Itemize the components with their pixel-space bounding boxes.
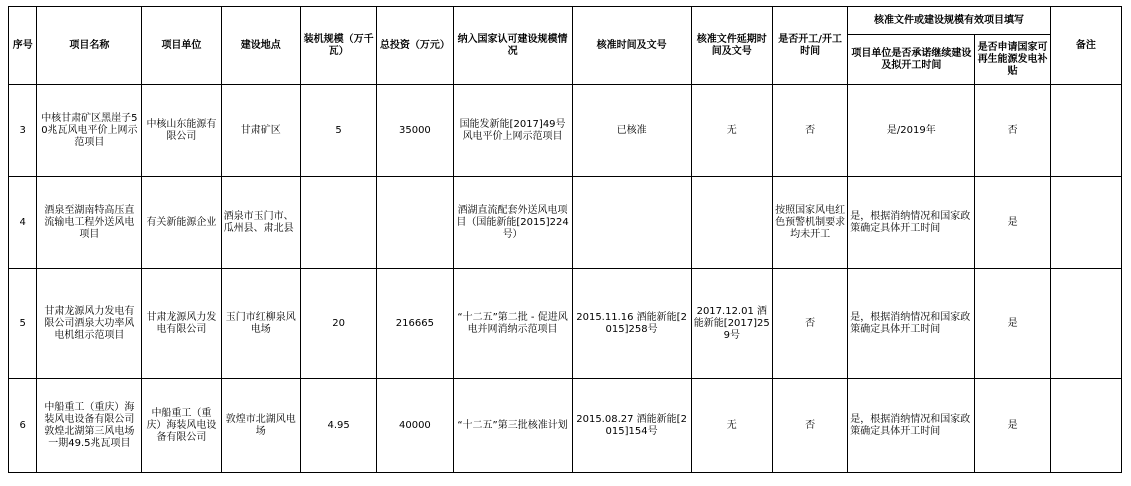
cell-seq: 6 bbox=[9, 379, 37, 473]
header-approval: 核准时间及文号 bbox=[572, 7, 691, 85]
header-valid-group: 核准文件或建设规模有效项目填写 bbox=[848, 7, 1050, 35]
cell-project-name: 甘肃龙源风力发电有限公司酒泉大功率风电机组示范项目 bbox=[37, 269, 142, 379]
cell-investment: 216665 bbox=[377, 269, 453, 379]
table-row bbox=[9, 379, 1122, 473]
header-started: 是否开工/开工时间 bbox=[772, 7, 847, 85]
cell-unit: 甘肃龙源风力发电有限公司 bbox=[142, 269, 221, 379]
cell-unit: 有关新能源企业 bbox=[142, 177, 221, 269]
cell-investment: 40000 bbox=[377, 379, 453, 473]
cell-continue-build: 是/2019年 bbox=[848, 85, 975, 177]
header-investment: 总投资（万元） bbox=[377, 7, 453, 85]
cell-seq: 5 bbox=[9, 269, 37, 379]
cell-location: 甘肃矿区 bbox=[221, 85, 300, 177]
cell-project-name: 中核甘肃矿区黑崖子50兆瓦风电平价上网示范项目 bbox=[37, 85, 142, 177]
header-remark: 备注 bbox=[1050, 7, 1121, 85]
cell-continue-build: 是，根据消纳情况和国家政策确定具体开工时间 bbox=[848, 379, 975, 473]
cell-remark bbox=[1050, 269, 1121, 379]
cell-subsidy: 是 bbox=[975, 379, 1050, 473]
cell-remark bbox=[1050, 177, 1121, 269]
header-project-name: 项目名称 bbox=[37, 7, 142, 85]
cell-remark bbox=[1050, 85, 1121, 177]
header-location: 建设地点 bbox=[221, 7, 300, 85]
cell-unit: 中核山东能源有限公司 bbox=[142, 85, 221, 177]
cell-seq: 4 bbox=[9, 177, 37, 269]
header-unit: 项目单位 bbox=[142, 7, 221, 85]
cell-project-name: 酒泉至湖南特高压直流输电工程外送风电项目 bbox=[37, 177, 142, 269]
cell-subsidy: 是 bbox=[975, 269, 1050, 379]
cell-started: 否 bbox=[772, 85, 847, 177]
cell-capacity: 5 bbox=[300, 85, 376, 177]
cell-location: 玉门市红柳泉风电场 bbox=[221, 269, 300, 379]
cell-subsidy: 否 bbox=[975, 85, 1050, 177]
cell-capacity: 4.95 bbox=[300, 379, 376, 473]
cell-started: 否 bbox=[772, 269, 847, 379]
project-table bbox=[8, 6, 1122, 473]
cell-investment bbox=[377, 177, 453, 269]
cell-started: 否 bbox=[772, 379, 847, 473]
cell-approval bbox=[572, 177, 691, 269]
header-row-1 bbox=[9, 7, 1122, 35]
cell-location: 敦煌市北湖风电场 bbox=[221, 379, 300, 473]
cell-started: 按照国家风电红色预警机制要求均未开工 bbox=[772, 177, 847, 269]
cell-location: 酒泉市玉门市、瓜州县、肃北县 bbox=[221, 177, 300, 269]
cell-approval: 已核准 bbox=[572, 85, 691, 177]
cell-approval: 2015.11.16 酒能新能[2015]258号 bbox=[572, 269, 691, 379]
cell-remark bbox=[1050, 379, 1121, 473]
cell-extension: 无 bbox=[691, 379, 772, 473]
cell-investment: 35000 bbox=[377, 85, 453, 177]
cell-capacity bbox=[300, 177, 376, 269]
cell-project-name: 中船重工（重庆）海装风电设备有限公司敦煌北湖第三风电场一期49.5兆瓦项目 bbox=[37, 379, 142, 473]
cell-unit: 中船重工（重庆）海装风电设备有限公司 bbox=[142, 379, 221, 473]
cell-continue-build: 是，根据消纳情况和国家政策确定具体开工时间 bbox=[848, 177, 975, 269]
cell-approval: 2015.08.27 酒能新能[2015]154号 bbox=[572, 379, 691, 473]
cell-included-scale: “十二五”第二批 - 促进风电并网消纳示范项目 bbox=[453, 269, 572, 379]
table-row bbox=[9, 269, 1122, 379]
cell-extension bbox=[691, 177, 772, 269]
header-included-scale: 纳入国家认可建设规模情况 bbox=[453, 7, 572, 85]
cell-capacity: 20 bbox=[300, 269, 376, 379]
cell-included-scale: “十二五”第三批核准计划 bbox=[453, 379, 572, 473]
cell-extension: 2017.12.01 酒能新能[2017]259号 bbox=[691, 269, 772, 379]
table-row bbox=[9, 177, 1122, 269]
cell-included-scale: 国能发新能[2017]49号风电平价上网示范项目 bbox=[453, 85, 572, 177]
cell-seq: 3 bbox=[9, 85, 37, 177]
header-capacity: 装机规模（万千瓦） bbox=[300, 7, 376, 85]
header-extension: 核准文件延期时间及文号 bbox=[691, 7, 772, 85]
cell-continue-build: 是，根据消纳情况和国家政策确定具体开工时间 bbox=[848, 269, 975, 379]
cell-included-scale: 酒湖直流配套外送风电项目（国能新能[2015]224号） bbox=[453, 177, 572, 269]
header-continue-build: 项目单位是否承诺继续建设及拟开工时间 bbox=[848, 35, 975, 85]
table-row bbox=[9, 85, 1122, 177]
header-subsidy: 是否申请国家可再生能源发电补贴 bbox=[975, 35, 1050, 85]
cell-subsidy: 是 bbox=[975, 177, 1050, 269]
header-seq: 序号 bbox=[9, 7, 37, 85]
cell-extension: 无 bbox=[691, 85, 772, 177]
